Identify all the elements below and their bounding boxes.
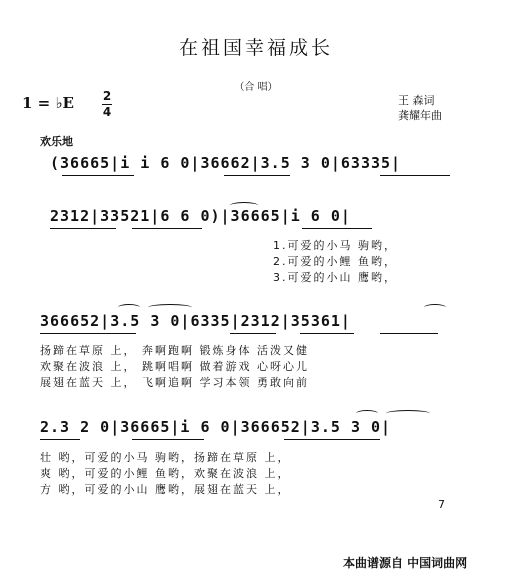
meter-bottom: 4 [102,105,112,119]
underline [132,228,202,229]
tie-mark [118,304,140,311]
notation-row-4: 2.3 2 0|36665|i 6 0|366652|3.5 3 0| [40,418,392,436]
underline [230,333,276,334]
lyric-verse-1: 壮 哟，可爱的小马 驹哟，扬蹄在草原 上， [40,451,291,464]
notation-row-3: 366652|3.5 3 0|6335|2312|35361| [40,312,351,330]
underline [284,439,380,440]
underline [62,175,134,176]
lyric-verse-3: 展翅在蓝天 上， 飞啊追啊 学习本领 勇敢向前 [40,376,309,389]
tie-mark [356,410,378,417]
tie-mark [386,410,430,417]
time-signature [102,90,112,119]
meter-top: 2 [102,89,112,103]
tempo-marking: 欢乐地 [40,135,73,148]
underline [380,333,438,334]
tie-mark [148,304,192,311]
song-title: 在祖国幸福成长 [178,37,333,59]
notation-row-2: 2312|33521|6 6 0)|36665|i 6 0| [50,207,351,225]
tie-mark [424,304,446,311]
underline [302,228,372,229]
underline [300,333,354,334]
lyricist-credit: 王 森词 [398,94,435,107]
lyric-verse-2: 爽 哟，可爱的小鲤 鱼哟，欢聚在波浪 上， [40,467,291,480]
page-number: 7 [438,498,445,511]
lyric-verse-3: 方 哟，可爱的小山 鹰哟，展翅在蓝天 上， [40,483,291,496]
key-signature: 1 = ♭E [22,94,74,112]
notation-row-1: (36665|i i 6 0|36662|3.5 3 0|63335| [50,154,402,172]
underline [50,228,116,229]
lyric-verse-1: 1.可爱的小马 驹哟， [273,239,397,252]
underline [380,175,450,176]
tie-mark [230,202,258,209]
lyric-verse-1: 扬蹄在草原 上， 奔啊跑啊 锻炼身体 活泼又健 [40,344,309,357]
source-footer: 本曲谱源自 中国词曲网 [343,556,468,570]
underline [224,175,290,176]
composer-credit: 龚耀年曲 [398,109,442,122]
underline [40,333,136,334]
song-subtitle: （合 唱） [234,82,278,93]
lyric-verse-2: 欢聚在波浪 上， 跳啊唱啊 做着游戏 心呀心儿 [40,360,309,373]
underline [40,439,80,440]
underline [132,439,204,440]
lyric-verse-2: 2.可爱的小鲤 鱼哟， [273,255,397,268]
lyric-verse-3: 3.可爱的小山 鹰哟， [273,271,397,284]
